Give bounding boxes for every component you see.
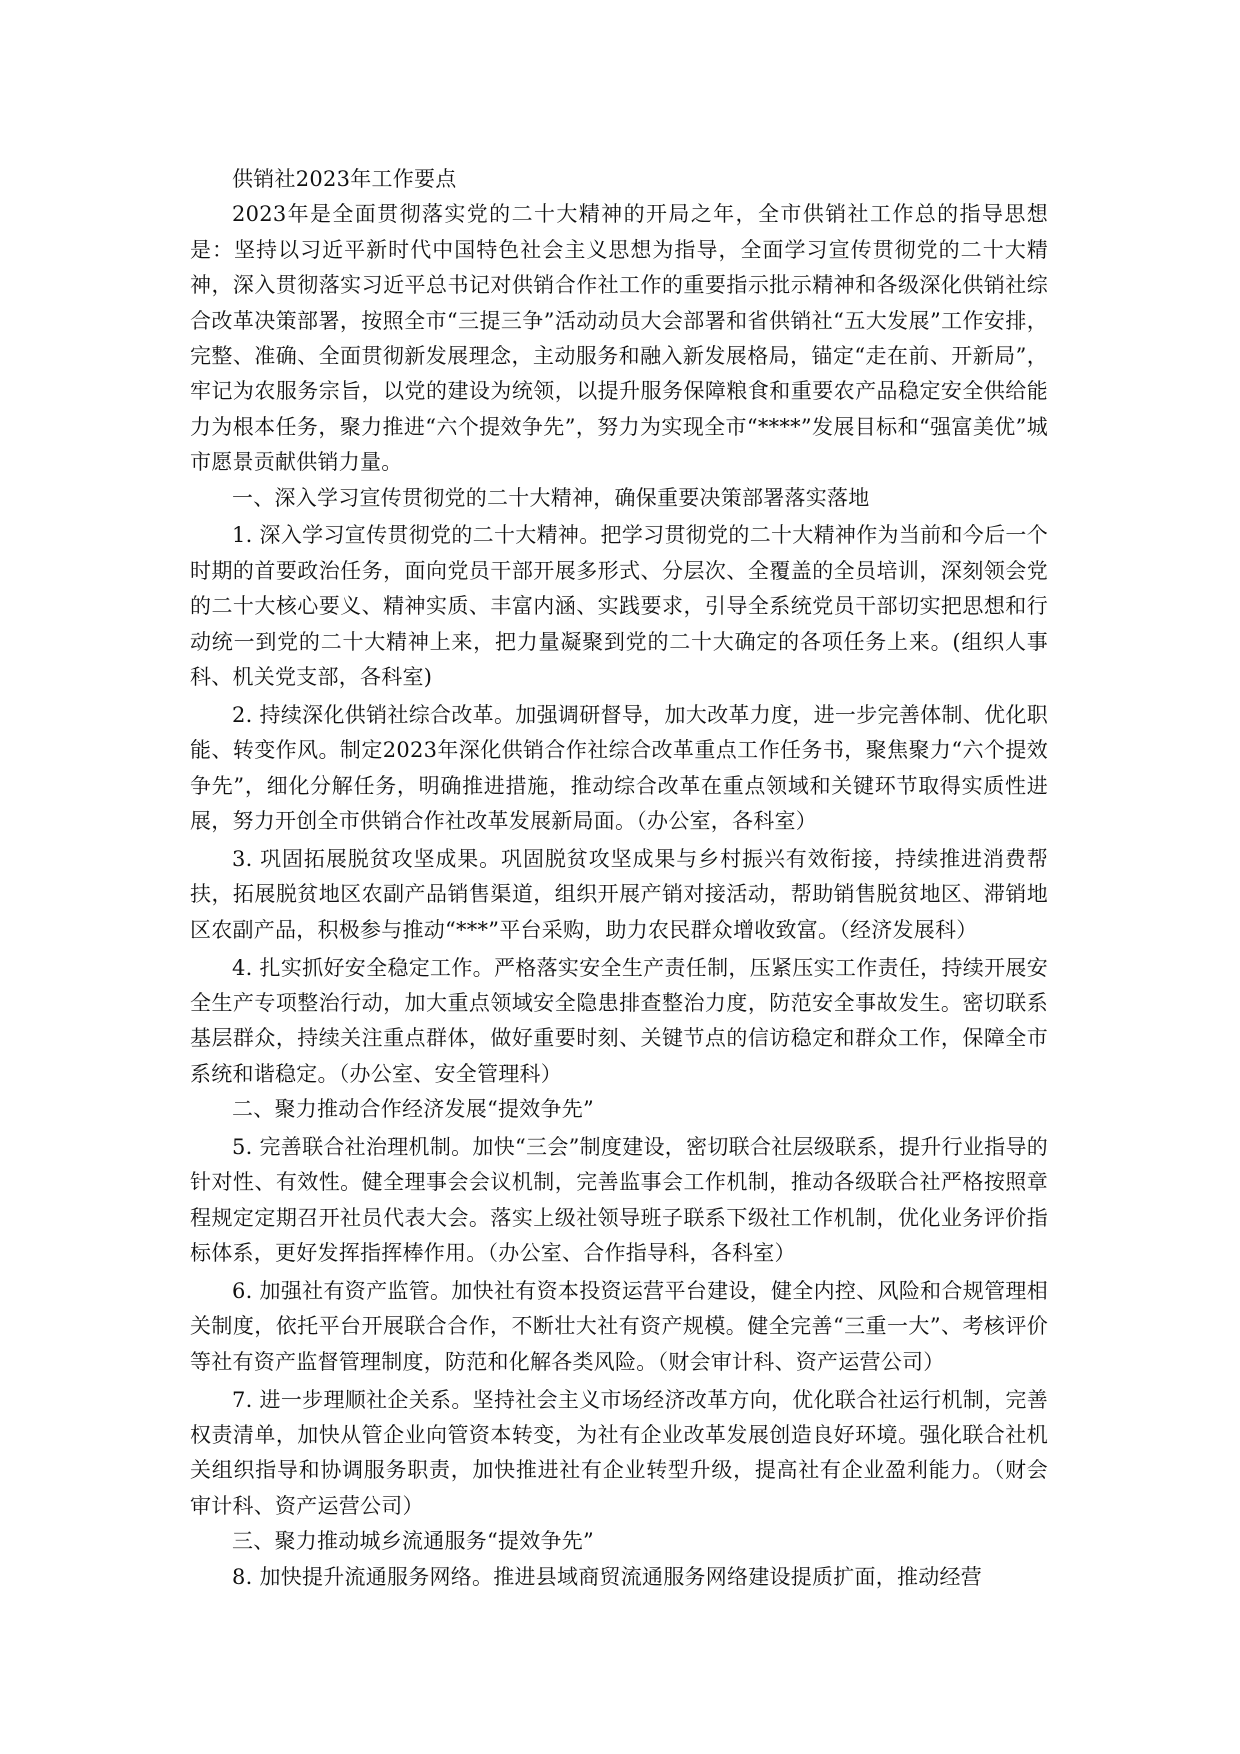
section-heading-1: 一、深入学习宣传贯彻党的二十大精神，确保重要决策部署落实落地	[232, 485, 870, 510]
document-page	[190, 162, 1048, 1595]
list-item-1: 1. 深入学习宣传贯彻党的二十大精神。把学习贯彻党的二十大精神作为当前和今后一个时期的首要政治任务，面向党员干部开展多形式、分层次、全覆盖的全员培训，深刻领会党的二十大核心要义、精神实质、丰富内涵、实践要求，引导全系统党员干部切实把思想和行动统一到党的二十大精神上来，把力量凝聚到党的二十大确定的各项任务上来。(组织人事科、机关党支部，各科室)	[190, 523, 1048, 690]
intro-paragraph: 2023年是全面贯彻落实党的二十大精神的开局之年，全市供销社工作总的指导思想是：坚持以习近平新时代中国特色社会主义思想为指导，全面学习宣传贯彻党的二十大精神，深入贯彻落实习近平总书记对供销合作社工作的重要指示批示精神和各级深化供销社综合改革决策部署，按照全市“三提三争”活动动员大会部署和省供销社“五大发展”工作安排，完整、准确、全面贯彻新发展理念，主动服务和融入新发展格局，锚定“走在前、开新局”，牢记为农服务宗旨，以党的建设为统领，以提升服务保障粮食和重要农产品稳定安全供给能力为根本任务，聚力推进“六个提效争先”，努力为实现全市“****”发展目标和“强富美优”城市愿景贡献供销力量。	[190, 202, 1048, 475]
list-item-3: 3. 巩固拓展脱贫攻坚成果。巩固脱贫攻坚成果与乡村振兴有效衔接，持续推进消费帮扶，拓展脱贫地区农副产品销售渠道，组织开展产销对接活动，帮助销售脱贫地区、滞销地区农副产品，积极参与推动“***”平台采购，助力农民群众增收致富。（经济发展科）	[190, 846, 1048, 942]
list-item-2: 2. 持续深化供销社综合改革。加强调研督导，加大改革力度，进一步完善体制、优化职能、转变作风。制定2023年深化供销合作社综合改革重点工作任务书，聚焦聚力“六个提效争先”，细化分解任务，明确推进措施，推动综合改革在重点领域和关键环节取得实质性进展，努力开创全市供销合作社改革发展新局面。（办公室，各科室）	[190, 702, 1048, 834]
section-heading-2: 二、聚力推动合作经济发展“提效争先”	[232, 1097, 594, 1122]
list-item-6: 6. 加强社有资产监管。加快社有资本投资运营平台建设，健全内控、风险和合规管理相关制度，依托平台开展联合合作，不断壮大社有资产规模。健全完善“三重一大”、考核评价等社有资产监督管理制度，防范和化解各类风险。（财会审计科、资产运营公司）	[190, 1278, 1048, 1374]
list-item-4: 4. 扎实抓好安全稳定工作。严格落实安全生产责任制，压紧压实工作责任，持续开展安全生产专项整治行动，加大重点领域安全隐患排查整治力度，防范安全事故发生。密切联系基层群众，持续关注重点群体，做好重要时刻、关键节点的信访稳定和群众工作，保障全市系统和谐稳定。（办公室、安全管理科）	[190, 955, 1048, 1086]
list-item-7: 7. 进一步理顺社企关系。坚持社会主义市场经济改革方向，优化联合社运行机制，完善权责清单，加快从管企业向管资本转变，为社有企业改革发展创造良好环境。强化联合社机关组织指导和协调服务职责，加快推进社有企业转型升级，提高社有企业盈利能力。（财会审计科、资产运营公司）	[190, 1387, 1048, 1518]
document-title: 供销社2023年工作要点	[232, 167, 457, 191]
section-heading-3: 三、聚力推动城乡流通服务“提效争先”	[232, 1529, 594, 1554]
list-item-8: 8. 加快提升流通服务网络。推进县域商贸流通服务网络建设提质扩面，推动经营	[232, 1564, 982, 1589]
list-item-5: 5. 完善联合社治理机制。加快“三会”制度建设，密切联合社层级联系，提升行业指导的针对性、有效性。健全理事会会议机制，完善监事会工作机制，推动各级联合社严格按照章程规定定期召开社员代表大会。落实上级社领导班子联系下级社工作机制，优化业务评价指标体系，更好发挥指挥棒作用。（办公室、合作指导科，各科室）	[190, 1134, 1048, 1266]
